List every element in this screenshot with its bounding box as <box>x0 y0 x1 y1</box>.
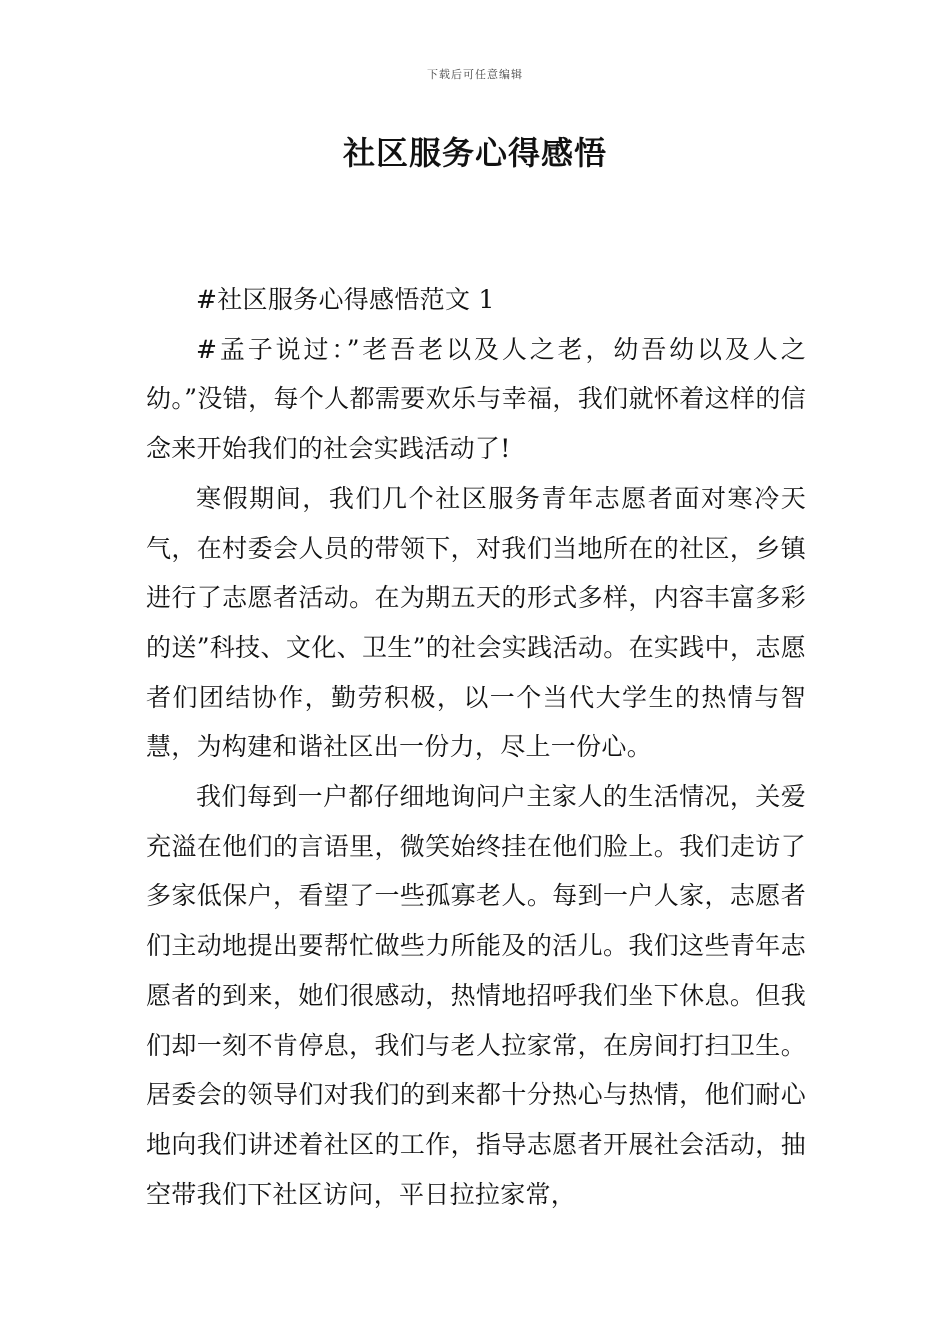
paragraph-quote: #孟子说过：”老吾老以及人之老，幼吾幼以及人之幼。”没错，每个人都需要欢乐与幸福，我们就怀着这样的信念来开始我们的社会实践活动了! <box>146 334 806 464</box>
document-body <box>146 275 806 1219</box>
paragraph-household-visits: 我们每到一户都仔细地询问户主家人的生活情况，关爱充溢在他们的言语里，微笑始终挂在他们脸上。我们走访了多家低保户，看望了一些孤寡老人。每到一户人家，志愿者们主动地提出要帮忙做些力所能及的活儿。我们这些青年志愿者的到来，她们很感动，热情地招呼我们坐下休息。但我们却一刻不肯停息，我们与老人拉家常，在房间打扫卫生。居委会的领导们对我们的到来都十分热心与热情，他们耐心地向我们讲述着社区的工作，指导志愿者开展社会活动，抽空带我们下社区访问，平日拉拉家常， <box>146 782 806 1209</box>
header-note: 下载后可任意编辑 <box>427 68 523 81</box>
paragraph-winter-activity: 寒假期间，我们几个社区服务青年志愿者面对寒冷天气，在村委会人员的带领下，对我们当地所在的社区，乡镇进行了志愿者活动。在为期五天的形式多样，内容丰富多彩的送”科技、文化、卫生”的社会实践活动。在实践中，志愿者们团结协作，勤劳积极，以一个当代大学生的热情与智慧，为构建和谐社区出一份力，尽上一份心。 <box>146 483 806 762</box>
document-title: 社区服务心得感悟 <box>342 134 607 172</box>
paragraph-subtitle: #社区服务心得感悟范文 1 <box>196 285 495 314</box>
